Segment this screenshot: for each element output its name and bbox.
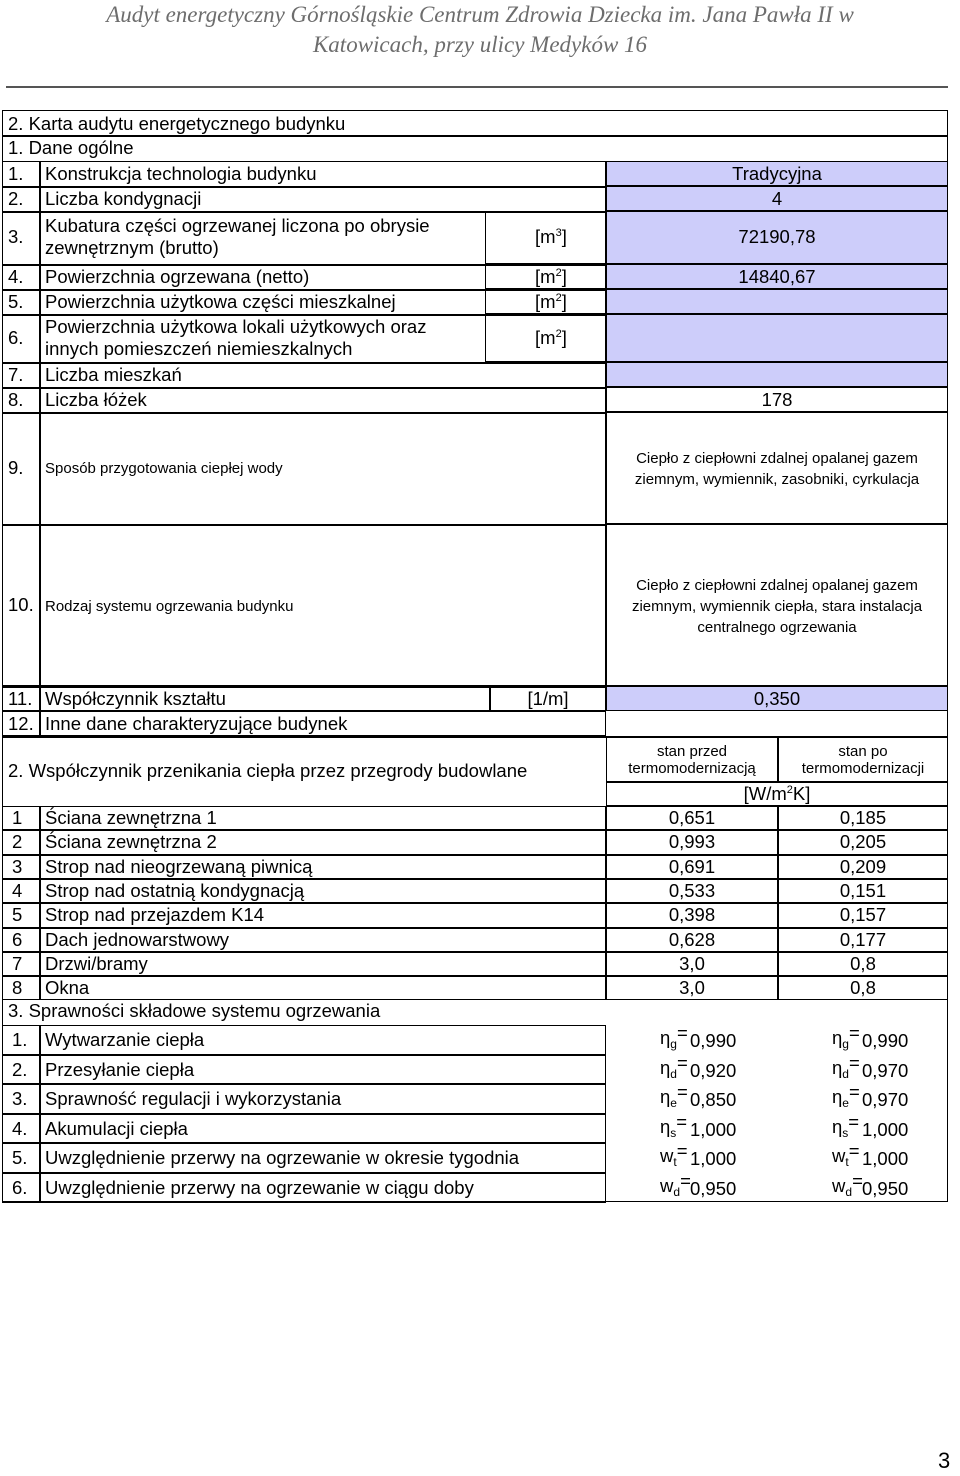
col-after-line2: termomodernizacji: [801, 760, 925, 777]
unit-text: [m: [535, 327, 556, 348]
symbol-sub: g: [670, 1037, 677, 1051]
row-value: ziemnym, wymiennik ciepła, stara instalacja: [631, 598, 923, 615]
row-after: 0,185: [839, 807, 887, 828]
row-num: 6.: [12, 1177, 28, 1198]
row-label: Powierzchnia ogrzewana (netto): [45, 266, 310, 287]
col-before-line1: stan przed: [656, 743, 728, 760]
row-label: Przesyłanie ciepła: [45, 1059, 195, 1080]
efficiency-before: 0,920: [690, 1060, 737, 1081]
symbol-sub: t: [673, 1155, 677, 1169]
symbol-text: η: [660, 1116, 671, 1137]
row-after: 0,205: [839, 831, 887, 852]
efficiency-symbol: [660, 1170, 691, 1199]
row-divider: [2, 524, 606, 526]
efficiency-before: 0,850: [690, 1089, 737, 1110]
row-label: Okna: [45, 977, 90, 998]
row-num: 6.: [8, 327, 24, 348]
symbol-text: η: [660, 1086, 671, 1107]
row-label: Drzwi/bramy: [45, 953, 148, 974]
row-label: Strop nad nieogrzewaną piwnicą: [45, 856, 313, 877]
row-value: 4: [771, 188, 783, 209]
row-unit: [535, 327, 567, 349]
symbol-eq: =: [676, 1052, 688, 1073]
row-unit: [535, 266, 567, 288]
row-before: 0,651: [668, 807, 716, 828]
section3-title: 3. Sprawności składowe systemu ogrzewania: [8, 1000, 381, 1021]
symbol-text: η: [832, 1116, 843, 1137]
row-label: Akumulacji ciepła: [45, 1118, 188, 1139]
row-value: 72190,78: [738, 226, 816, 247]
row-num: 8: [12, 977, 23, 998]
efficiency-symbol: [660, 1140, 688, 1169]
row-label: Liczba łóżek: [45, 389, 147, 410]
efficiency-symbol: [832, 1052, 860, 1081]
page-number: 3: [938, 1448, 951, 1473]
symbol-text: η: [832, 1086, 843, 1107]
row-num: 3.: [12, 1088, 28, 1109]
efficiency-symbol: [832, 1111, 860, 1140]
row-num: 5.: [12, 1147, 28, 1168]
row-num: 1.: [12, 1029, 28, 1050]
row-label: Inne dane charakteryzujące budynek: [45, 713, 348, 734]
row-num: 4.: [8, 266, 24, 287]
row-num: 9.: [8, 457, 24, 478]
symbol-eq: =: [848, 1140, 860, 1161]
row-after: 0,177: [839, 929, 887, 950]
row-label: Ściana zewnętrzna 2: [45, 831, 217, 852]
efficiency-symbol: [832, 1140, 860, 1169]
symbol-text: w: [832, 1145, 846, 1166]
row-before: 3,0: [679, 953, 705, 974]
row-value: Ciepło z ciepłowni zdalnej opalanej gazem: [636, 577, 918, 594]
unit-text: ]: [561, 226, 567, 247]
col-after-line1: stan po: [838, 743, 888, 760]
symbol-eq: =: [852, 1170, 863, 1191]
row-value: 178: [761, 389, 793, 410]
symbol-sub: g: [842, 1037, 849, 1051]
row-num: 3.: [8, 226, 24, 247]
row-num: 5: [12, 904, 23, 925]
unit-sup: 2: [786, 784, 793, 796]
symbol-text: w: [660, 1145, 674, 1166]
efficiency-before: 1,000: [690, 1119, 737, 1140]
efficiency-before: 0,990: [690, 1030, 737, 1051]
symbol-text: w: [660, 1175, 674, 1196]
row-num: 2.: [12, 1059, 28, 1080]
efficiency-symbol: [660, 1111, 688, 1140]
row-after: 0,209: [839, 856, 887, 877]
section1-title: 1. Dane ogólne: [8, 137, 134, 158]
row-label: Liczba mieszkań: [45, 364, 182, 385]
row-unit: [1/m]: [527, 688, 569, 709]
efficiency-after: 0,970: [862, 1089, 909, 1110]
row-value: centralnego ogrzewania: [697, 619, 857, 636]
value-cell-6: [606, 314, 948, 362]
unit-text: ]: [561, 327, 567, 348]
row-label: Uwzględnienie przerwy na ogrzewanie w okresie tygodnia: [45, 1147, 520, 1168]
symbol-sub: d: [845, 1185, 853, 1199]
symbol-text: η: [660, 1057, 671, 1078]
symbol-eq: =: [848, 1111, 860, 1132]
row-num: 7.: [8, 364, 24, 385]
row-label: Konstrukcja technologia budynku: [45, 163, 317, 184]
symbol-eq: =: [676, 1111, 688, 1132]
row-before: 0,993: [668, 831, 716, 852]
symbol-text: η: [832, 1057, 843, 1078]
unit-sup: 2: [555, 292, 562, 304]
value-cell-7: [606, 362, 948, 387]
row-after: 0,157: [839, 904, 887, 925]
unit-text: [m: [535, 291, 556, 312]
symbol-text: w: [832, 1175, 846, 1196]
row-label: Współczynnik kształtu: [45, 688, 226, 709]
unit-text: [m: [535, 266, 556, 287]
row-num: 2: [12, 831, 23, 852]
unit-sup: 2: [555, 328, 562, 340]
row-num: 6: [12, 929, 23, 950]
row-after: 0,151: [839, 880, 887, 901]
symbol-sub: d: [673, 1185, 681, 1199]
symbol-text: η: [832, 1027, 843, 1048]
unit-sup: 2: [555, 267, 562, 279]
row-label: Uwzględnienie przerwy na ogrzewanie w ciągu doby: [45, 1177, 474, 1198]
row-label: Wytwarzanie ciepła: [45, 1029, 205, 1050]
row-before: 3,0: [679, 977, 705, 998]
row-label: Strop nad przejazdem K14: [45, 904, 265, 925]
symbol-eq: =: [676, 1140, 688, 1161]
row-num: 3: [12, 856, 23, 877]
unit-text: ]: [561, 291, 567, 312]
efficiency-before: 1,000: [690, 1148, 737, 1169]
row-label: Sprawność regulacji i wykorzystania: [45, 1088, 342, 1109]
row-label: Liczba kondygnacji: [45, 188, 202, 209]
section2-title: 2. Współczynnik przenikania ciepła przez przegrody budowlane: [8, 760, 528, 781]
unit-text: ]: [561, 266, 567, 287]
row-num: 5.: [8, 291, 24, 312]
row-label: Kubatura części ogrzewanej liczona po obrysie: [45, 215, 430, 236]
row-before: 0,398: [668, 904, 716, 925]
row-num: 4: [12, 880, 23, 901]
row-label: Powierzchnia użytkowa lokali użytkowych oraz: [45, 316, 427, 337]
row-unit: [535, 291, 567, 313]
symbol-sub: s: [842, 1126, 849, 1140]
unit-text: K]: [792, 783, 811, 804]
row-before: 0,533: [668, 880, 716, 901]
symbol-eq: =: [848, 1081, 860, 1102]
header-line-1: Audyt energetyczny Górnośląskie Centrum Zdrowia Dziecka im. Jana Pawła II w: [106, 2, 854, 27]
unit-text: [m: [535, 226, 556, 247]
row-label: zewnętrznym (brutto): [45, 237, 219, 258]
efficiency-symbol: [660, 1081, 688, 1110]
row-unit: [535, 226, 567, 248]
row-num: 7: [12, 953, 23, 974]
unit-sup: 3: [555, 227, 562, 239]
row-value: 14840,67: [738, 266, 816, 287]
efficiency-after: 1,000: [862, 1119, 909, 1140]
row-label: Powierzchnia użytkowa części mieszkalnej: [45, 291, 396, 312]
row-divider: [2, 412, 606, 414]
unit-header: [606, 783, 948, 805]
row-label: Dach jednowarstwowy: [45, 929, 230, 950]
efficiency-after: 0,970: [862, 1060, 909, 1081]
efficiency-before: 0,950: [690, 1178, 737, 1199]
row-num: 10.: [8, 594, 34, 615]
efficiency-symbol: [832, 1170, 863, 1199]
symbol-text: η: [660, 1027, 671, 1048]
header-rule: [6, 86, 948, 88]
efficiency-symbol: [660, 1022, 688, 1051]
row-before: 0,628: [668, 929, 716, 950]
col-before-line2: termomodernizacją: [628, 760, 756, 777]
row-value: 0,350: [753, 688, 801, 709]
row-before: 0,691: [668, 856, 716, 877]
symbol-sub: t: [845, 1155, 849, 1169]
row-num: 12.: [8, 713, 34, 734]
symbol-sub: d: [670, 1067, 677, 1081]
symbol-eq: =: [676, 1022, 688, 1043]
row-label: innych pomieszczeń niemieszkalnych: [45, 338, 353, 359]
label-cell: [40, 976, 606, 1000]
efficiency-symbol: [832, 1022, 860, 1051]
efficiency-after: 0,990: [862, 1030, 909, 1051]
row-label: Rodzaj systemu ogrzewania budynku: [45, 598, 294, 615]
unit-text: [W/m: [743, 783, 787, 804]
symbol-eq: =: [848, 1022, 860, 1043]
card-title: 2. Karta audytu energetycznego budynku: [8, 113, 346, 134]
symbol-eq: =: [680, 1170, 691, 1191]
header-line-2: Katowicach, przy ulicy Medyków 16: [312, 32, 648, 57]
row-after: 0,8: [850, 953, 876, 974]
row-num: 4.: [12, 1118, 28, 1139]
row-num: 2.: [8, 188, 24, 209]
row-num: 1: [12, 807, 23, 828]
row-value: Ciepło z ciepłowni zdalnej opalanej gazem: [636, 450, 918, 467]
row-label: Strop nad ostatnią kondygnacją: [45, 880, 305, 901]
efficiency-symbol: [832, 1081, 860, 1110]
symbol-sub: d: [842, 1067, 849, 1081]
row-label: Ściana zewnętrzna 1: [45, 807, 217, 828]
symbol-sub: e: [670, 1096, 677, 1110]
row-num: 11.: [8, 688, 33, 709]
row-divider: [2, 135, 948, 137]
row-value: ziemnym, wymiennik, zasobniki, cyrkulacja: [634, 471, 920, 488]
row-num: 8.: [8, 389, 24, 410]
efficiency-after: 0,950: [862, 1178, 909, 1199]
symbol-eq: =: [676, 1081, 688, 1102]
efficiency-symbol: [660, 1052, 688, 1081]
row-num: 1.: [8, 163, 24, 184]
symbol-eq: =: [848, 1052, 860, 1073]
row-value: Tradycyjna: [732, 163, 822, 184]
row-after: 0,8: [850, 977, 876, 998]
row-label: Sposób przygotowania ciepłej wody: [45, 460, 283, 477]
value-cell-5: [606, 289, 948, 314]
symbol-sub: e: [842, 1096, 849, 1110]
efficiency-after: 1,000: [862, 1148, 909, 1169]
symbol-sub: s: [670, 1126, 677, 1140]
